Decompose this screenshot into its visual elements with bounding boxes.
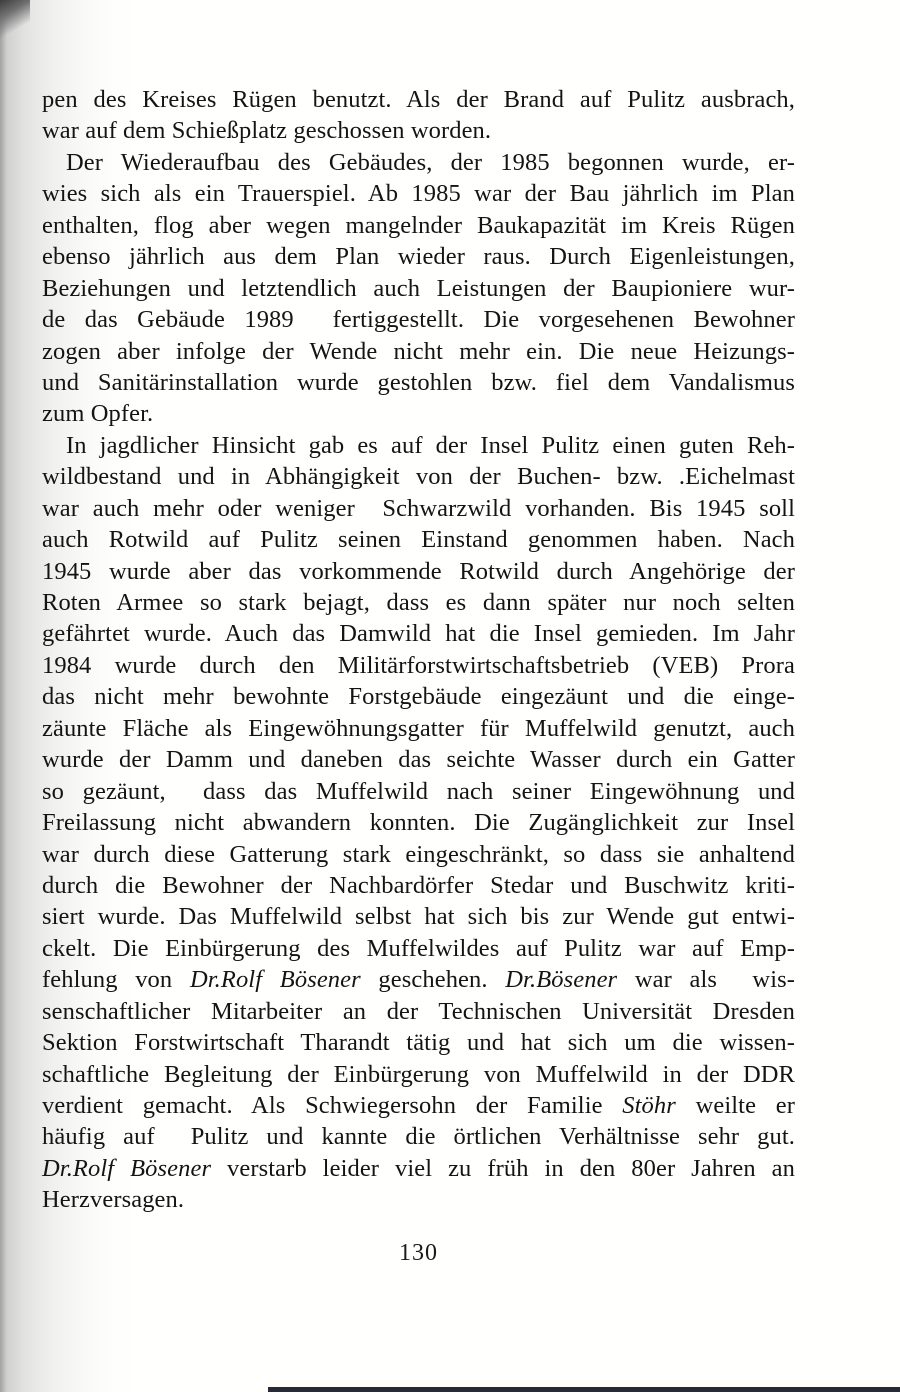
text-line (42, 1027, 795, 1058)
text-line (42, 618, 795, 649)
text-line (42, 336, 795, 367)
text-segment: Freilassung nicht abwandern konnten. Die Zugänglichkeit zur Insel (42, 809, 795, 837)
text-segment: wurde der Damm und daneben das seichte Wasser durch ein Gatter (42, 746, 795, 774)
text-segment: Herzversagen. (42, 1186, 185, 1214)
text-segment: zäunte Fläche als Eingewöhnungsgatter für Muffelwild genutzt, auch (42, 714, 795, 742)
text-segment: zum Opfer. (42, 400, 154, 428)
text-line (42, 1153, 795, 1184)
text-segment: ckelt. Die Einbürgerung des Muffelwildes auf Pulitz war auf Emp- (42, 934, 795, 962)
text-segment: Sektion Forstwirtschaft Tharandt tätig und hat sich um die wissen- (42, 1029, 795, 1057)
text-line (42, 839, 795, 870)
text-segment: auch Rotwild auf Pulitz seinen Einstand genommen haben. Nach (42, 526, 795, 554)
text-line (42, 524, 795, 555)
text-segment: geschehen. (360, 966, 506, 994)
text-line (42, 147, 795, 178)
text-segment: verstarb leider viel zu früh in den 80er Jahren an (211, 1154, 795, 1182)
text-line (42, 1090, 795, 1121)
text-line (42, 964, 795, 995)
text-line (42, 115, 795, 146)
text-line (42, 744, 795, 775)
text-line (42, 650, 795, 681)
text-segment: war auf dem Schießplatz geschossen worden. (42, 117, 492, 145)
text-line (42, 996, 795, 1027)
text-segment: und Sanitärinstallation wurde gestohlen bzw. fiel dem Vandalismus (42, 368, 795, 396)
text-line (42, 713, 795, 744)
text-segment: war durch diese Gatterung stark eingeschränkt, so dass sie anhaltend (42, 840, 795, 868)
italic-text-segment: Dr.Rolf Bösener (42, 1154, 212, 1182)
page-number: 130 (399, 1240, 438, 1266)
text-segment: fehlung von (42, 966, 190, 994)
text-line (42, 1184, 795, 1215)
text-segment: verdient gemacht. Als Schwiegersohn der Familie (42, 1092, 623, 1119)
text-line (42, 556, 795, 587)
text-segment: wildbestand und in Abhängigkeit von der Buchen- bzw. .Eichelmast (42, 463, 795, 491)
text-segment: Der Wiederaufbau des Gebäudes, der 1985 begonnen wurde, er- (66, 148, 795, 176)
text-line (42, 901, 795, 932)
text-segment: In jagdlicher Hinsicht gab es auf der Insel Pulitz einen guten Reh- (66, 431, 795, 459)
text-segment: war auch mehr oder weniger Schwarzwild vorhanden. Bis 1945 soll (42, 494, 795, 522)
text-segment: siert wurde. Das Muffelwild selbst hat sich bis zur Wende gut entwi- (42, 903, 795, 931)
text-line (42, 367, 795, 398)
text-line (42, 776, 795, 807)
text-segment: wies sich als ein Trauerspiel. Ab 1985 war der Bau jährlich im Plan (42, 180, 795, 208)
text-segment: Roten Armee so stark bejagt, dass es dann später nur noch selten (42, 589, 795, 616)
text-segment: 1945 wurde aber das vorkommende Rotwild durch Angehörige der (42, 557, 795, 585)
text-segment: zogen aber infolge der Wende nicht mehr ein. Die neue Heizungs- (42, 337, 795, 365)
text-segment: 1984 wurde durch den Militärforstwirtschaftsbetrieb (VEB) Prora (42, 651, 795, 679)
text-line (42, 273, 795, 304)
text-segment: schaftliche Begleitung der Einbürgerung von Muffelwild in der DDR (42, 1060, 795, 1088)
scan-edge-bottom (268, 1387, 900, 1392)
text-segment: Beziehungen und letztendlich auch Leistungen der Baupioniere wur- (42, 274, 795, 302)
text-segment: das nicht mehr bewohnte Forstgebäude eingezäunt und die einge- (42, 683, 795, 711)
text-segment: gefährtet wurde. Auch das Damwild hat die Insel gemieden. Im Jahr (42, 620, 795, 648)
text-block (42, 84, 795, 1216)
text-line (42, 461, 795, 492)
text-line (42, 587, 795, 618)
text-line (42, 398, 795, 429)
text-segment: weilte er (675, 1092, 795, 1119)
text-segment: durch die Bewohner der Nachbardörfer Stedar und Buschwitz kriti- (42, 871, 795, 899)
text-line (42, 84, 795, 115)
text-segment: de das Gebäude 1989 fertiggestellt. Die vorgesehenen Bewohner (42, 306, 795, 334)
text-line (42, 1059, 795, 1090)
text-line (42, 807, 795, 838)
scan-corner-shadow (0, 0, 30, 46)
italic-text-segment: Dr.Rolf Bösener (189, 966, 361, 994)
text-line (42, 493, 795, 524)
text-segment: pen des Kreises Rügen benutzt. Als der Brand auf Pulitz ausbrach, (42, 86, 795, 113)
text-line (42, 870, 795, 901)
text-segment: war als wis- (617, 966, 795, 994)
text-line (42, 241, 795, 272)
text-segment: häufig auf Pulitz und kannte die örtlichen Verhältnisse sehr gut. (42, 1123, 795, 1151)
text-segment: enthalten, flog aber wegen mangelnder Baukapazität im Kreis Rügen (42, 211, 795, 239)
italic-text-segment: Dr.Bösener (505, 966, 618, 994)
text-segment: senschaftlicher Mitarbeiter an der Technischen Universität Dresden (42, 997, 795, 1025)
text-line (42, 681, 795, 712)
text-line (42, 210, 795, 241)
text-line (42, 933, 795, 964)
text-segment: so gezäunt, dass das Muffelwild nach seiner Eingewöhnung und (42, 777, 795, 805)
text-line (42, 1121, 795, 1152)
text-line (42, 304, 795, 335)
text-segment: ebenso jährlich aus dem Plan wieder raus. Durch Eigenleistungen, (42, 243, 795, 271)
text-line (42, 430, 795, 461)
italic-text-segment: Stöhr (622, 1092, 676, 1119)
text-line (42, 178, 795, 209)
